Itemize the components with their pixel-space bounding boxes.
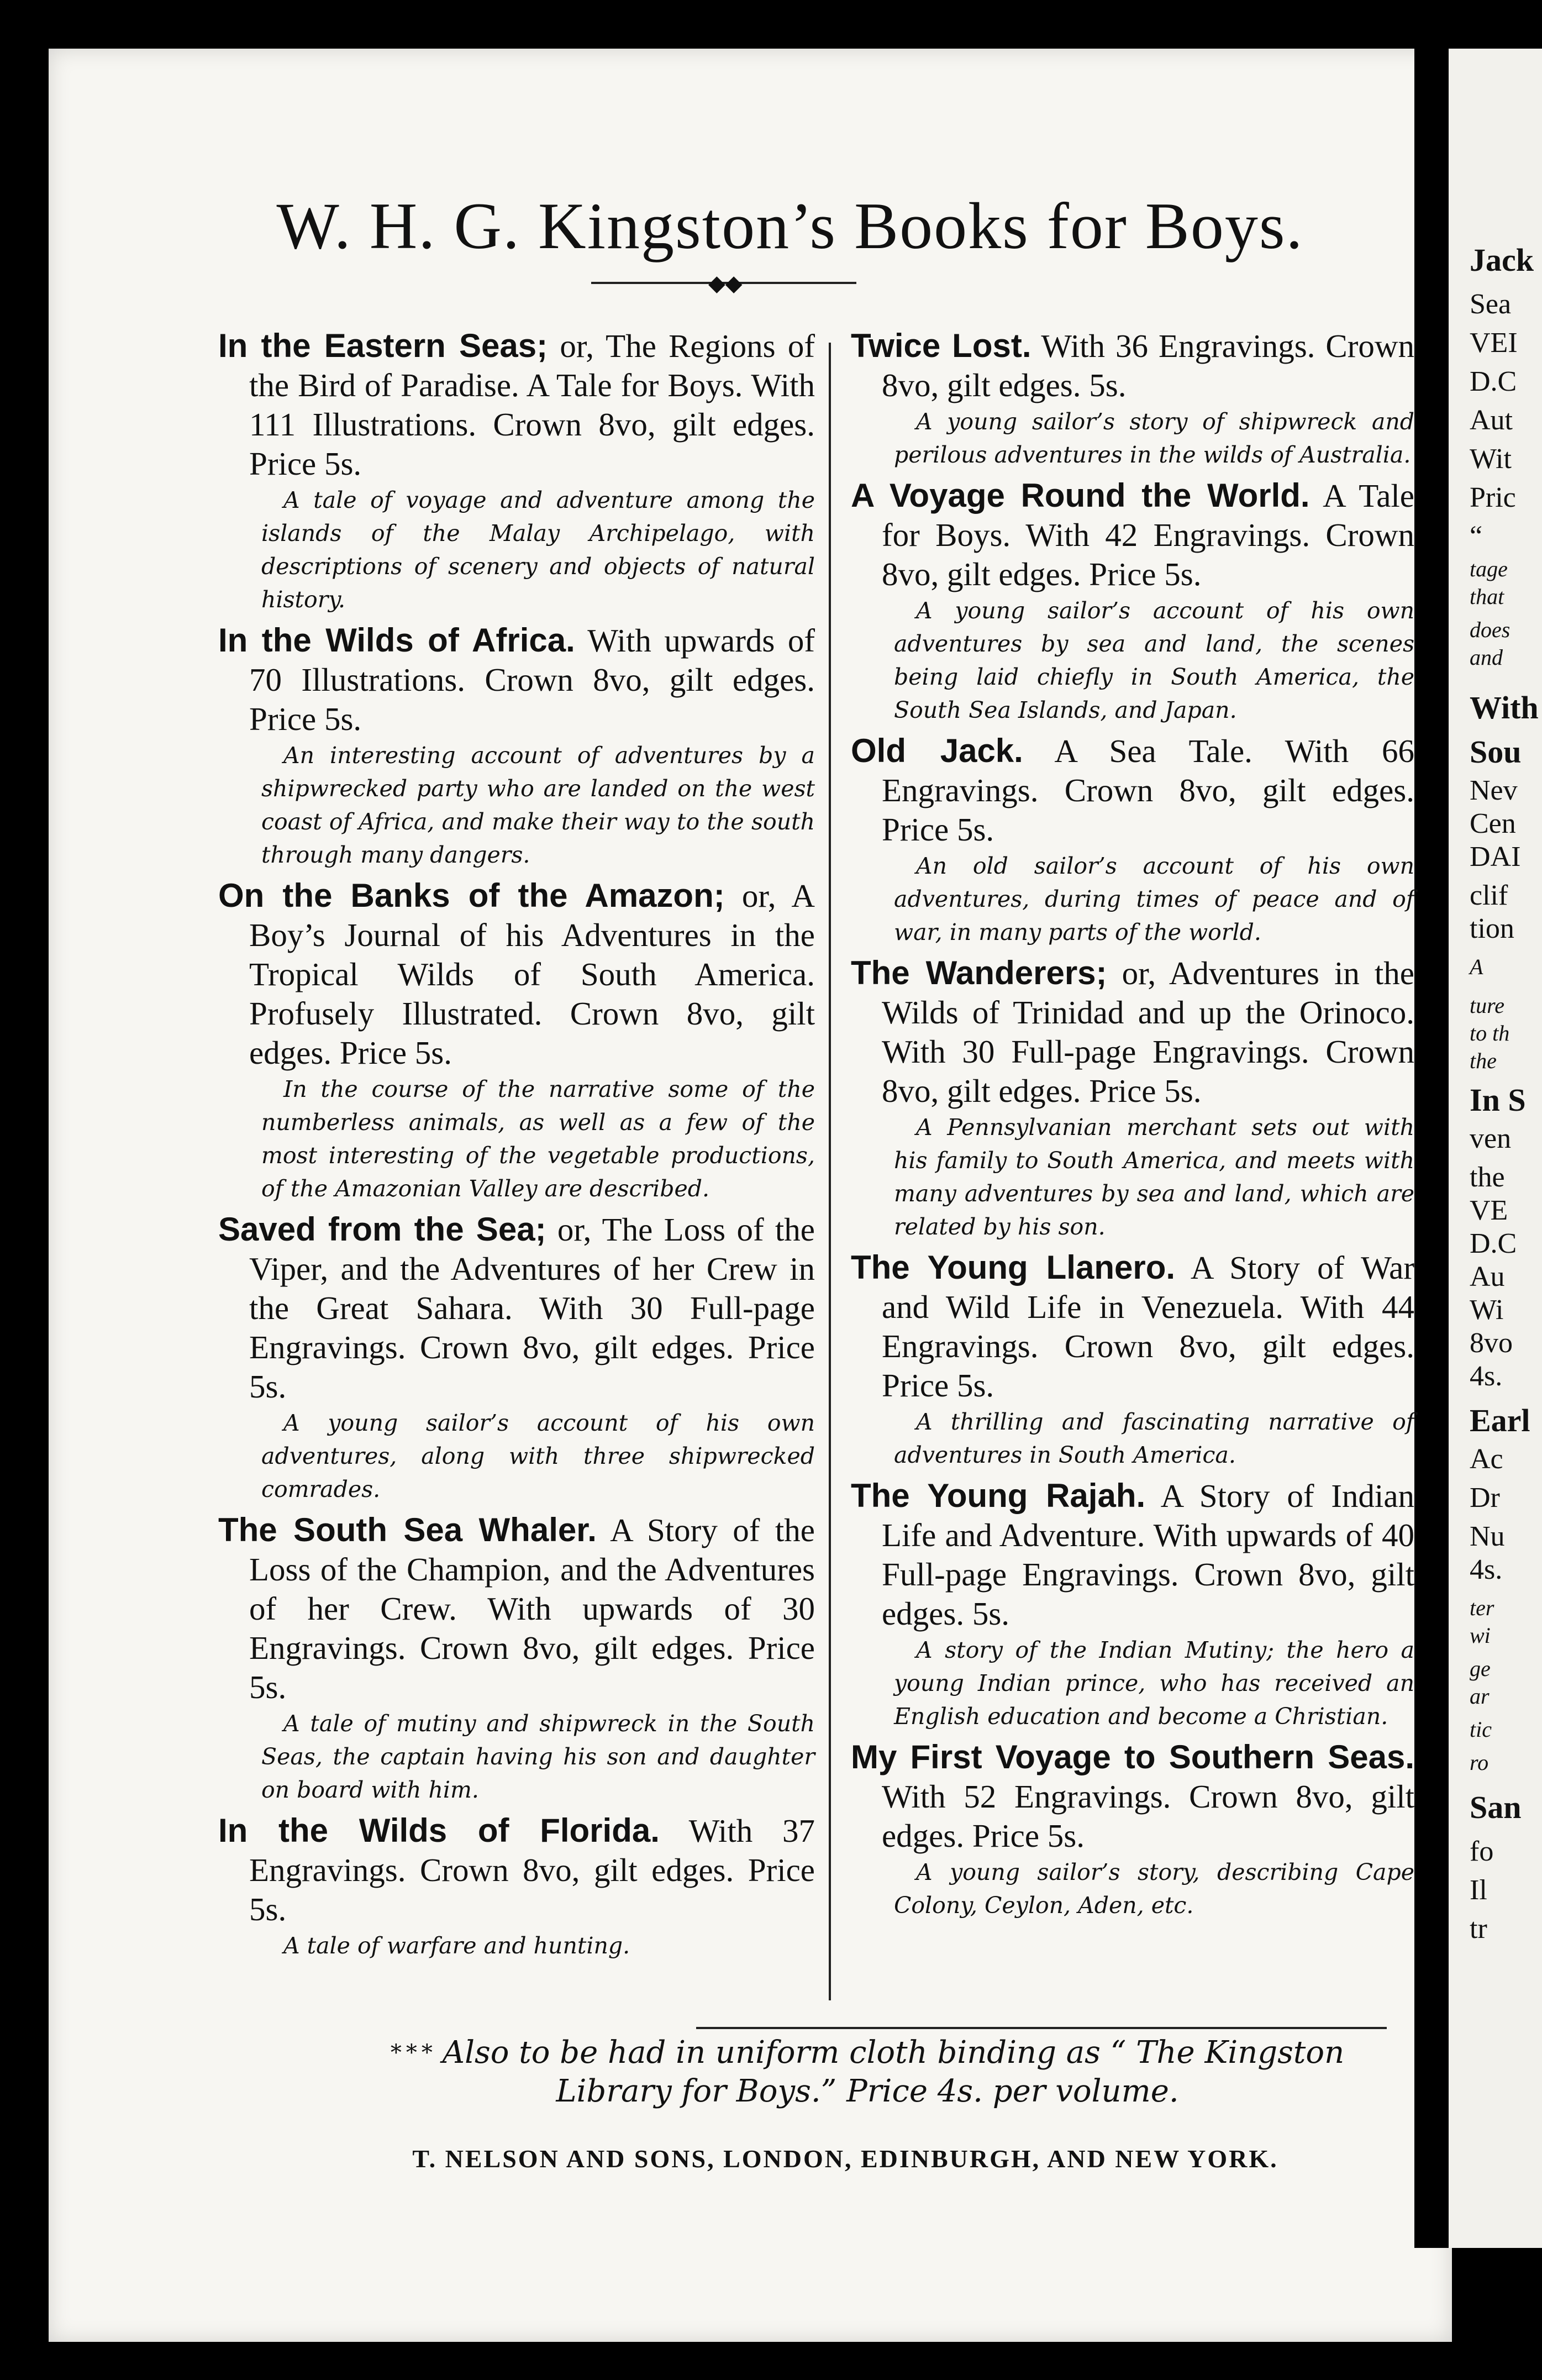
book-title: The Young Llanero. — [851, 1249, 1176, 1286]
book-heading — [218, 1811, 815, 1929]
adjacent-page-fragment: D.C — [1470, 366, 1517, 397]
adjacent-page-fragment: Wi — [1470, 1294, 1504, 1326]
adjacent-page-fragment: wi — [1470, 1623, 1491, 1648]
book-heading — [851, 476, 1414, 594]
book-details: or, The Loss of the Viper, and the Adventures of her Crew in the Great Sahara. With 30 Full-page Engravings. Crown 8vo, gilt edges. Price 5s. — [249, 1211, 815, 1405]
book-heading — [851, 326, 1414, 405]
adjacent-page-fragment: Jack — [1470, 242, 1534, 278]
adjacent-page-fragment: that — [1470, 584, 1504, 609]
column-divider — [829, 343, 831, 2000]
left-column — [218, 326, 815, 1967]
book-title: The South Sea Whaler. — [218, 1511, 597, 1548]
right-column — [851, 326, 1414, 1926]
adjacent-page-fragment: Dr — [1470, 1482, 1500, 1514]
book-description: A story of the Indian Mutiny; the hero a young Indian prince, who has received an English education and become a Christian. — [894, 1637, 1414, 1730]
footer-rule — [696, 2027, 1387, 2029]
book-entry — [851, 1476, 1414, 1733]
book-entry — [851, 1248, 1414, 1472]
book-description: A tale of mutiny and shipwreck in the South Seas, the captain having his son and daughter on board with him. — [261, 1710, 815, 1803]
adjacent-page-fragment: tion — [1470, 913, 1514, 944]
adjacent-page-fragment: Cen — [1470, 808, 1516, 839]
book-description: A Pennsylvanian merchant sets out with his family to South America, and meets with many adventures by sea and land, which are related by his son. — [894, 1114, 1414, 1240]
adjacent-page-fragment: Sea — [1470, 288, 1512, 320]
publisher-imprint: T. NELSON AND SONS, LONDON, EDINBURGH, AND NEW YORK. — [412, 2145, 1278, 2173]
book-heading — [218, 326, 815, 484]
adjacent-page-fragment: the — [1470, 1048, 1497, 1073]
adjacent-page-fragment: ter — [1470, 1595, 1494, 1620]
adjacent-page-fragment: D.C — [1470, 1228, 1517, 1259]
book-entry — [851, 1737, 1414, 1922]
book-description: A young sailor’s story, describing Cape Colony, Ceylon, Aden, etc. — [894, 1859, 1414, 1919]
book-details: A Story of the Loss of the Champion, and the Adventures of her Crew. With upwards of 30 Engravings. Crown 8vo, gilt edges. Price 5s. — [249, 1512, 815, 1705]
book-details: With 37 Engravings. Crown 8vo, gilt edges. Price 5s. — [249, 1812, 815, 1927]
book-heading — [218, 1510, 815, 1707]
adjacent-page-fragment: fo — [1470, 1836, 1494, 1867]
book-details: With upwards of 70 Illustrations. Crown 8vo, gilt edges. Price 5s. — [249, 622, 815, 737]
adjacent-page-fragment: Ac — [1470, 1443, 1503, 1475]
adjacent-page-fragment: ture — [1470, 993, 1504, 1018]
book-details: or, The Regions of the Bird of Paradise. A Tale for Boys. With 111 Illustrations. Crown 8vo, gilt edges. Price 5s. — [249, 328, 815, 482]
adjacent-page-fragment: does — [1470, 617, 1511, 642]
adjacent-page-fragment: ro — [1470, 1750, 1489, 1775]
book-heading — [851, 1737, 1414, 1856]
book-details: With 52 Engravings. Crown 8vo, gilt edges. Price 5s. — [882, 1778, 1414, 1854]
book-entry — [851, 953, 1414, 1243]
footer-note-line-1: Also to be had in uniform cloth binding as “ The Kingston — [442, 2035, 1345, 2071]
book-title: Saved from the Sea; — [218, 1211, 546, 1248]
page-title: W. H. G. Kingston’s Books for Boys. — [276, 189, 1304, 262]
book-entry — [851, 326, 1414, 471]
adjacent-page-fragment: VE — [1470, 1195, 1508, 1226]
book-title: In the Eastern Seas; — [218, 327, 548, 364]
book-heading — [218, 1210, 815, 1406]
book-details: A Tale for Boys. With 42 Engravings. Crown 8vo, gilt edges. Price 5s. — [882, 477, 1414, 592]
book-entry — [218, 1210, 815, 1506]
adjacent-page-fragment: ar — [1470, 1684, 1490, 1709]
adjacent-page-fragment: ven — [1470, 1123, 1512, 1154]
adjacent-page-fragment: 8vo — [1470, 1327, 1513, 1359]
adjacent-page-fragment: Sou — [1470, 734, 1522, 770]
book-heading — [851, 1476, 1414, 1633]
adjacent-page-fragment: VEI — [1470, 327, 1518, 359]
book-entry — [218, 1811, 815, 1962]
adjacent-page-fragment: ge — [1470, 1656, 1491, 1681]
book-heading — [851, 1248, 1414, 1405]
book-description: In the course of the narrative some of the numberless animals, as well as a few of the most interesting of the vegetable productions, of the Amazonian Valley are described. — [261, 1076, 815, 1202]
adjacent-page-fragment: 4s. — [1470, 1360, 1503, 1392]
adjacent-page-fragment: In S — [1470, 1082, 1526, 1118]
book-entry — [218, 876, 815, 1205]
book-title: The Young Rajah. — [851, 1477, 1146, 1514]
book-details: With 36 Engravings. Crown 8vo, gilt edges. 5s. — [882, 328, 1414, 403]
adjacent-page-fragment: clif — [1470, 880, 1508, 911]
footer-note-line-2: Library for Boys.” Price 4s. per volume. — [556, 2073, 1179, 2109]
book-description: A young sailor’s account of his own adventures by sea and land, the scenes being laid chiefly in South America, the South Sea Islands, and Japan. — [894, 597, 1414, 723]
adjacent-page-fragment: tage — [1470, 556, 1508, 581]
asterism-mark: * * * — [390, 2040, 433, 2066]
book-details: or, Adventures in the Wilds of Trinidad and up the Orinoco. With 30 Full-page Engravings. Crown 8vo, gilt edges. Price 5s. — [882, 955, 1414, 1109]
book-entry — [218, 326, 815, 616]
book-entry — [851, 476, 1414, 727]
book-description: A tale of voyage and adventure among the islands of the Malay Archipelago, with descriptions of scenery and objects of natural history. — [261, 487, 815, 613]
book-title: On the Banks of the Amazon; — [218, 877, 725, 914]
adjacent-page-fragment: tic — [1470, 1717, 1492, 1742]
book-description: A tale of warfare and hunting. — [283, 1932, 630, 1959]
book-details: A Story of War and Wild Life in Venezuela. With 44 Engravings. Crown 8vo, gilt edges. Price 5s. — [882, 1249, 1414, 1404]
book-title: Twice Lost. — [851, 327, 1031, 364]
book-description: A young sailor’s account of his own adventures, along with three shipwrecked comrades. — [261, 1410, 815, 1502]
adjacent-page-fragment: the — [1470, 1162, 1505, 1193]
adjacent-page-fragment: 4s. — [1470, 1554, 1503, 1585]
book-title: In the Wilds of Africa. — [218, 622, 575, 659]
adjacent-page-fragment: Aut — [1470, 404, 1513, 436]
book-title: My First Voyage to Southern Seas. — [851, 1738, 1414, 1775]
adjacent-page-fragment: San — [1470, 1789, 1522, 1825]
title-ornament: ◆◆ — [708, 271, 743, 296]
book-title: In the Wilds of Florida. — [218, 1812, 660, 1849]
book-title: A Voyage Round the World. — [851, 477, 1310, 514]
adjacent-page-fragment: tr — [1470, 1913, 1487, 1945]
adjacent-page-fragment: With — [1470, 690, 1539, 726]
book-details: or, A Boy’s Journal of his Adventures in the Tropical Wilds of South America. Profusely Illustrated. Crown 8vo, gilt edges. Price 5s. — [249, 878, 815, 1071]
book-title: The Wanderers; — [851, 954, 1107, 991]
book-description: A thrilling and fascinating narrative of adventures in South America. — [894, 1409, 1414, 1468]
adjacent-page-fragment: and — [1470, 645, 1503, 670]
book-heading — [851, 731, 1414, 849]
adjacent-page-fragment: Pric — [1470, 482, 1516, 513]
book-description: An old sailor’s account of his own adventures, during times of peace and of war, in many parts of the world. — [894, 853, 1414, 945]
adjacent-page-fragment: Earl — [1470, 1402, 1530, 1438]
adjacent-page-fragment: A — [1470, 954, 1483, 979]
book-heading — [851, 953, 1414, 1111]
footer-note — [343, 2034, 1392, 2111]
book-heading — [218, 876, 815, 1073]
adjacent-page-edge — [1449, 49, 1542, 2248]
adjacent-page-fragment: to th — [1470, 1021, 1510, 1045]
book-entry — [218, 1510, 815, 1806]
book-entry — [851, 731, 1414, 949]
adjacent-page-fragment: Nu — [1470, 1521, 1505, 1552]
book-entry — [218, 621, 815, 871]
book-details: A Sea Tale. With 66 Engravings. Crown 8vo, gilt edges. Price 5s. — [882, 733, 1415, 848]
adjacent-page-fragment: DAI — [1470, 841, 1521, 873]
book-description: A young sailor’s story of shipwreck and perilous adventures in the wilds of Australia. — [894, 408, 1414, 468]
book-heading — [218, 621, 815, 739]
page-gutter — [1414, 49, 1449, 2248]
adjacent-page-fragment: Au — [1470, 1261, 1505, 1293]
adjacent-page-fragment: Il — [1470, 1874, 1487, 1906]
adjacent-page-fragment: “ — [1470, 521, 1483, 552]
book-description: An interesting account of adventures by a shipwrecked party who are landed on the west coast of Africa, and make their way to the south through many dangers. — [261, 742, 815, 868]
adjacent-page-fragment: Nev — [1470, 775, 1518, 806]
book-title: Old Jack. — [851, 732, 1023, 769]
book-details: A Story of Indian Life and Adventure. With upwards of 40 Full-page Engravings. Crown 8vo, gilt edges. 5s. — [882, 1478, 1415, 1632]
adjacent-page-fragment: Wit — [1470, 443, 1512, 475]
